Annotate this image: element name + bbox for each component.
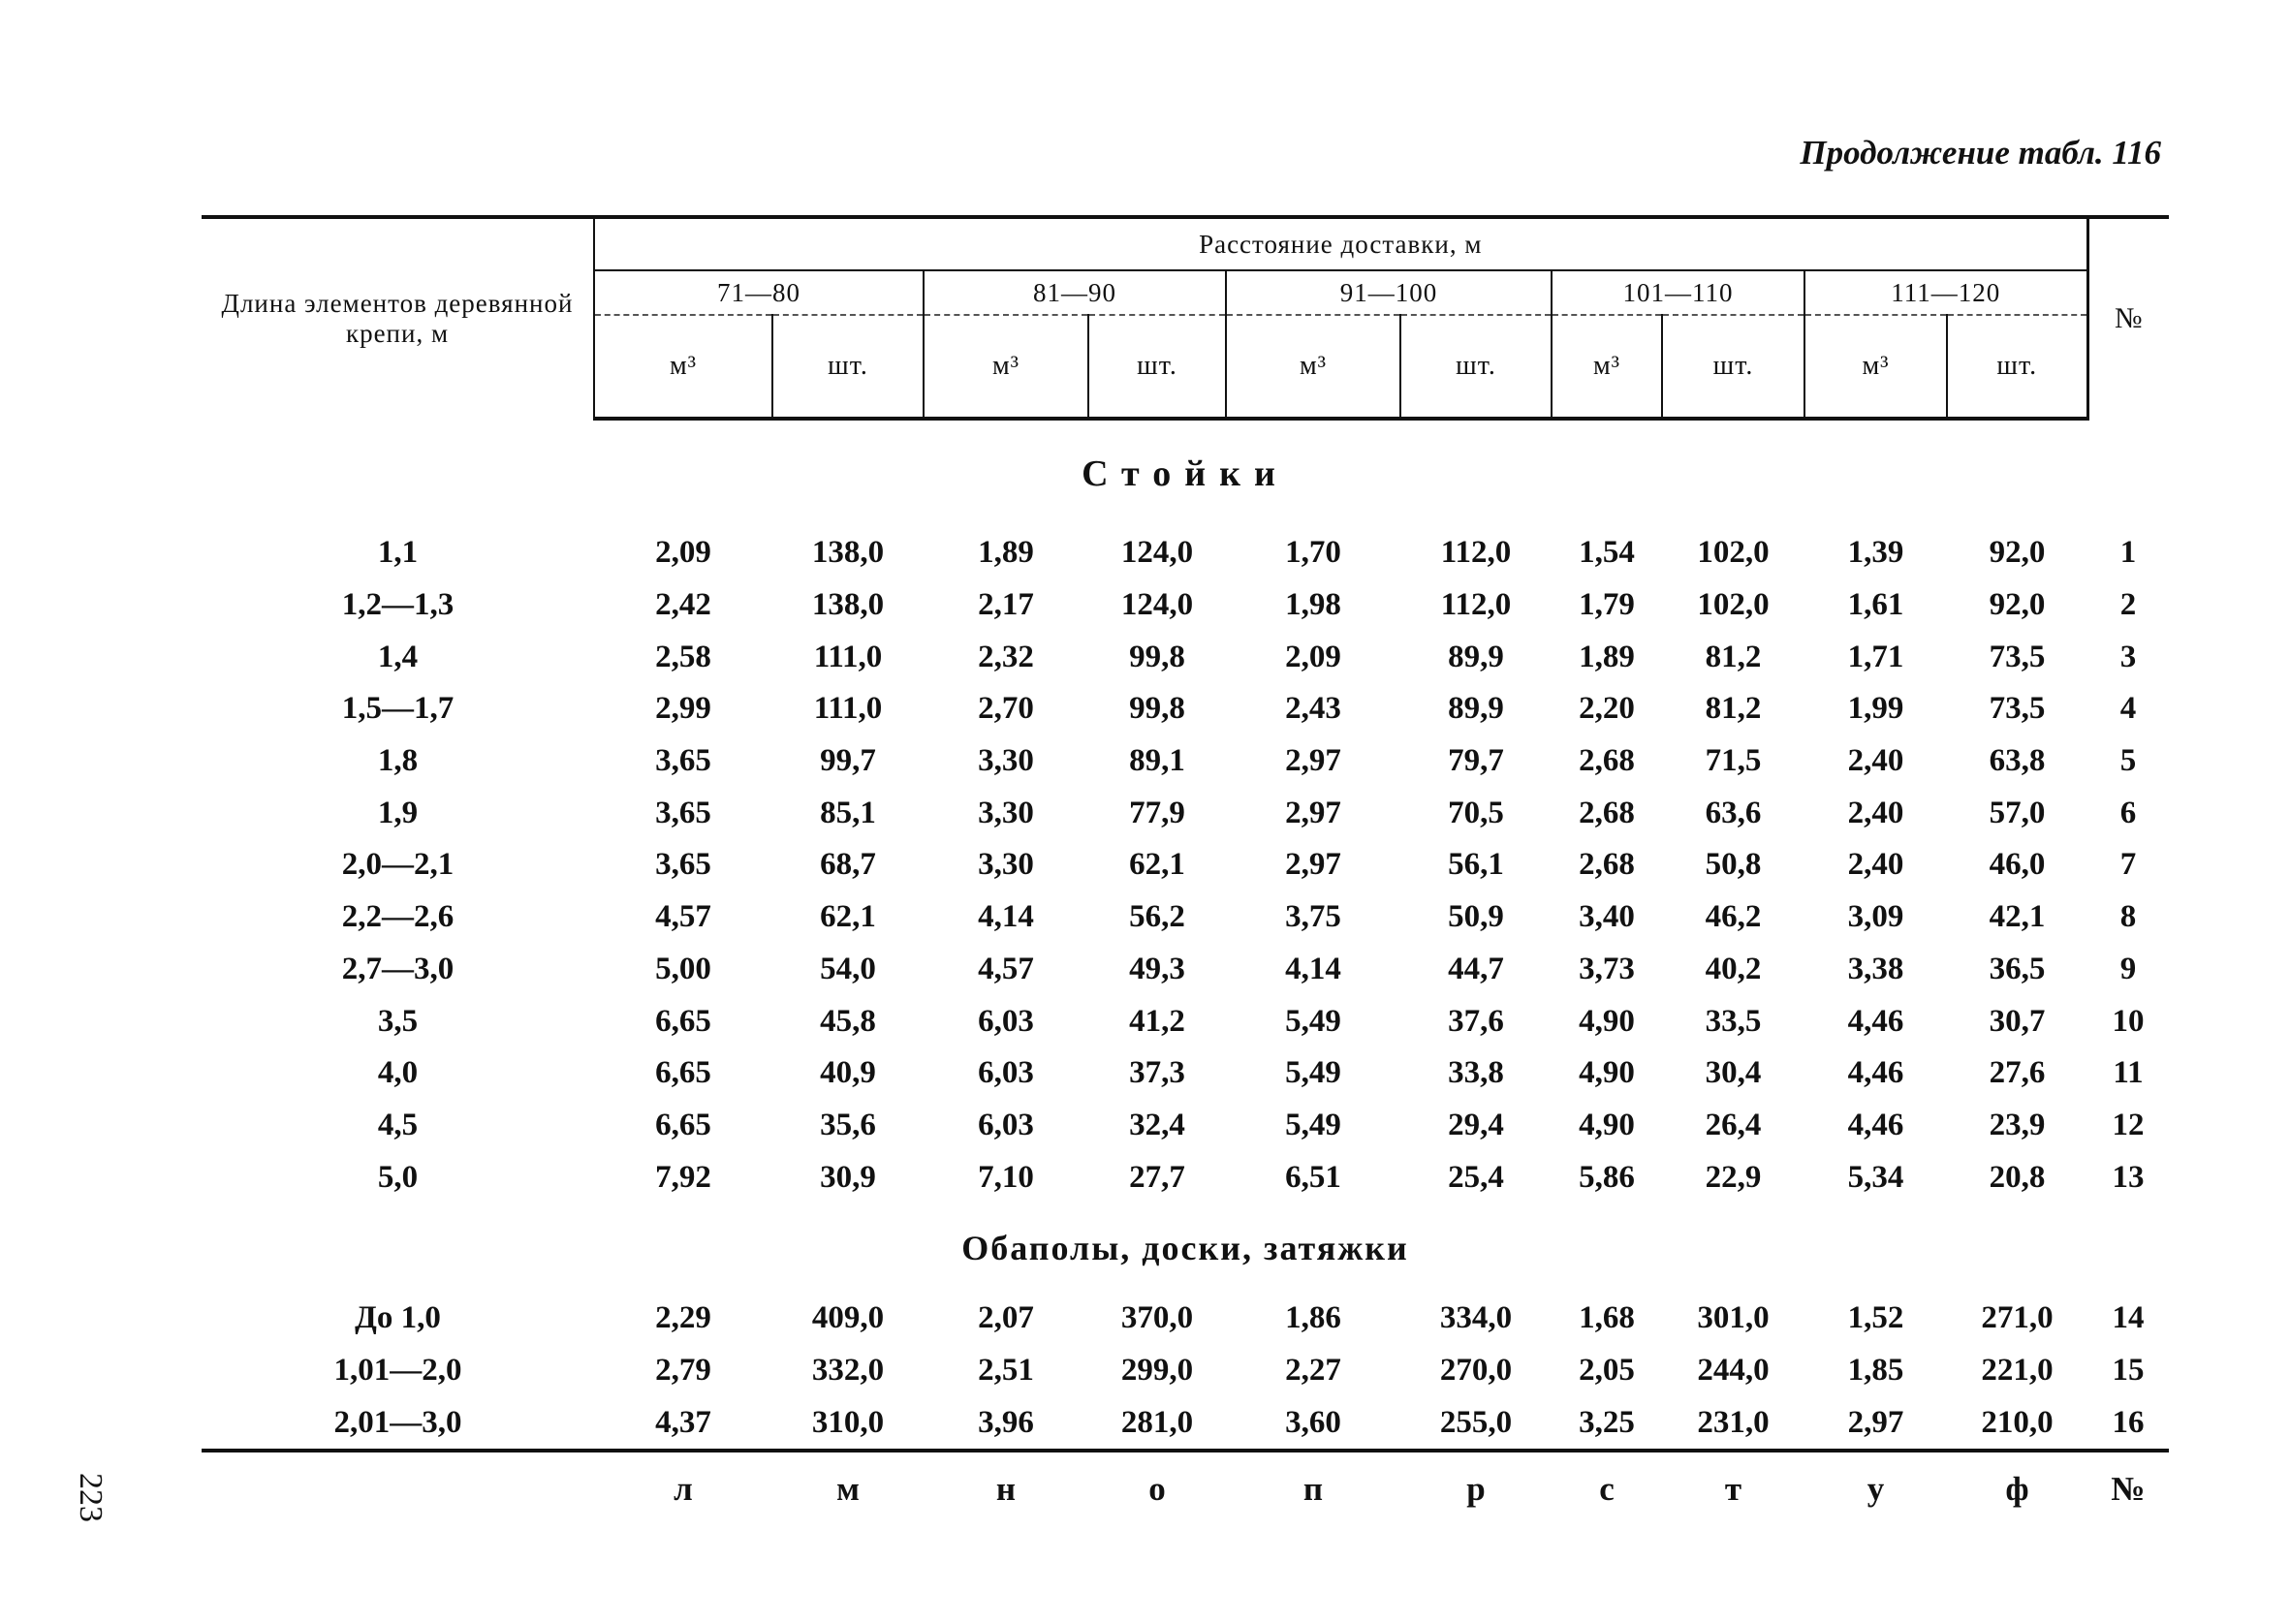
value-pcs-cell: 124,0 [1120, 535, 1194, 571]
column-letter: с [1552, 1451, 1662, 1526]
value-m3-cell: 2,17 [978, 587, 1034, 623]
unit-pcs-header: шт. [772, 315, 924, 419]
value-m3-cell: 4,57 [978, 951, 1034, 986]
length-cell: До 1,0 [355, 1300, 441, 1336]
table-row [202, 683, 2169, 735]
value-m3-cell: 2,68 [1579, 847, 1635, 883]
value-pcs-cell: 112,0 [1440, 535, 1512, 571]
value-m3-cell: 1,86 [1285, 1300, 1341, 1336]
value-m3-cell: 4,90 [1579, 1003, 1635, 1039]
value-pcs-cell: 409,0 [811, 1300, 885, 1336]
value-m3-cell: 3,25 [1579, 1404, 1635, 1440]
value-pcs-cell: 27,6 [1989, 1055, 2046, 1091]
row-number-cell: 16 [2112, 1404, 2145, 1440]
value-m3-cell: 2,97 [1847, 1404, 1904, 1440]
value-m3-cell: 2,27 [1285, 1352, 1341, 1388]
value-m3-cell: 3,65 [655, 743, 711, 779]
value-pcs-cell: 231,0 [1697, 1404, 1770, 1440]
value-m3-cell: 3,65 [655, 795, 711, 830]
value-pcs-cell: 49,3 [1129, 951, 1185, 986]
value-pcs-cell: 124,0 [1120, 587, 1194, 623]
row-number-cell: 9 [2119, 951, 2137, 986]
value-pcs-cell: 81,2 [1705, 639, 1762, 674]
row-number-cell: 11 [2113, 1055, 2144, 1091]
value-m3-cell: 2,40 [1847, 847, 1904, 883]
value-pcs-cell: 33,8 [1448, 1055, 1504, 1091]
value-m3-cell: 4,90 [1579, 1055, 1635, 1091]
value-pcs-cell: 221,0 [1981, 1352, 2054, 1388]
value-m3-cell: 4,46 [1847, 1003, 1904, 1039]
table-row [202, 891, 2169, 944]
value-m3-cell: 6,03 [978, 1003, 1034, 1039]
row-number-cell: 6 [2119, 795, 2137, 830]
value-m3-cell: 6,65 [655, 1107, 711, 1142]
value-pcs-cell: 46,2 [1705, 899, 1762, 935]
value-pcs-cell: 102,0 [1697, 587, 1770, 623]
value-pcs-cell: 92,0 [1989, 587, 2046, 623]
value-pcs-cell: 244,0 [1697, 1352, 1770, 1388]
value-pcs-cell: 112,0 [1440, 587, 1512, 623]
value-pcs-cell: 99,8 [1129, 691, 1185, 727]
value-m3-cell: 3,40 [1579, 899, 1635, 935]
value-m3-cell: 1,89 [1579, 639, 1635, 674]
value-m3-cell: 3,30 [978, 847, 1034, 883]
value-pcs-cell: 70,5 [1448, 795, 1504, 830]
value-pcs-cell: 89,1 [1129, 743, 1185, 779]
value-m3-cell: 1,54 [1579, 535, 1635, 571]
unit-m3-header: м³ [924, 315, 1088, 419]
value-m3-cell: 1,99 [1847, 691, 1904, 727]
value-m3-cell: 4,46 [1847, 1107, 1904, 1142]
value-m3-cell: 2,79 [655, 1352, 711, 1388]
unit-m3-header: м³ [1804, 315, 1947, 419]
length-header: Длина элементов деревянной крепи, м [202, 217, 594, 419]
table-row [202, 944, 2169, 996]
value-pcs-cell: 56,2 [1129, 899, 1185, 935]
value-m3-cell: 2,20 [1579, 691, 1635, 727]
value-m3-cell: 4,46 [1847, 1055, 1904, 1091]
value-m3-cell: 7,10 [978, 1159, 1034, 1195]
unit-pcs-header: шт. [1088, 315, 1226, 419]
unit-pcs-header: шт. [1400, 315, 1552, 419]
value-pcs-cell: 62,1 [1129, 847, 1185, 883]
range-header: 101—110 [1552, 270, 1804, 315]
row-number-cell: 5 [2119, 743, 2137, 779]
row-number-cell: 14 [2112, 1300, 2145, 1336]
unit-m3-header: м³ [1226, 315, 1400, 419]
column-letter: № [2087, 1451, 2169, 1526]
value-m3-cell: 1,71 [1847, 639, 1904, 674]
column-letter: т [1662, 1451, 1804, 1526]
value-pcs-cell: 36,5 [1989, 951, 2046, 986]
row-number-cell: 3 [2119, 639, 2137, 674]
value-pcs-cell: 68,7 [820, 847, 876, 883]
value-pcs-cell: 89,9 [1448, 639, 1504, 674]
range-header: 81—90 [924, 270, 1226, 315]
value-m3-cell: 5,49 [1285, 1107, 1341, 1142]
length-cell: 4,5 [377, 1107, 419, 1142]
value-pcs-cell: 73,5 [1989, 691, 2046, 727]
data-table-container [202, 215, 2169, 1526]
value-m3-cell: 2,99 [655, 691, 711, 727]
value-m3-cell: 3,60 [1285, 1404, 1341, 1440]
value-pcs-cell: 57,0 [1989, 795, 2046, 830]
value-pcs-cell: 44,7 [1448, 951, 1504, 986]
value-pcs-cell: 81,2 [1705, 691, 1762, 727]
row-number-cell: 1 [2119, 535, 2137, 571]
table-row [202, 735, 2169, 788]
value-m3-cell: 4,14 [978, 899, 1034, 935]
section-stoyki [202, 419, 2169, 527]
table-row [202, 527, 2169, 579]
unit-m3-header: м³ [594, 315, 772, 419]
value-m3-cell: 2,42 [655, 587, 711, 623]
column-letter: м [772, 1451, 924, 1526]
value-m3-cell: 5,49 [1285, 1003, 1341, 1039]
length-cell: 1,01—2,0 [333, 1352, 462, 1388]
row-number-cell: 12 [2112, 1107, 2145, 1142]
value-m3-cell: 3,09 [1847, 899, 1904, 935]
value-m3-cell: 6,65 [655, 1055, 711, 1091]
distance-header: Расстояние доставки, м [594, 217, 2087, 270]
value-pcs-cell: 62,1 [820, 899, 876, 935]
length-cell: 4,0 [377, 1055, 419, 1091]
value-pcs-cell: 271,0 [1981, 1300, 2054, 1336]
value-m3-cell: 2,09 [1285, 639, 1341, 674]
value-m3-cell: 5,00 [655, 951, 711, 986]
value-m3-cell: 2,07 [978, 1300, 1034, 1336]
value-m3-cell: 6,03 [978, 1055, 1034, 1091]
column-letter: н [924, 1451, 1088, 1526]
length-cell: 3,5 [377, 1003, 419, 1039]
table-row [202, 1293, 2169, 1345]
value-pcs-cell: 42,1 [1989, 899, 2046, 935]
value-pcs-cell: 50,8 [1705, 847, 1762, 883]
value-pcs-cell: 25,4 [1448, 1159, 1504, 1195]
value-m3-cell: 2,09 [655, 535, 711, 571]
length-cell: 5,0 [377, 1159, 419, 1195]
value-m3-cell: 2,29 [655, 1300, 711, 1336]
value-pcs-cell: 27,7 [1129, 1159, 1185, 1195]
column-letter: р [1400, 1451, 1552, 1526]
unit-pcs-header: шт. [1947, 315, 2087, 419]
value-pcs-cell: 40,9 [820, 1055, 876, 1091]
value-m3-cell: 1,70 [1285, 535, 1341, 571]
unit-pcs-header: шт. [1662, 315, 1804, 419]
table-caption: Продолжение табл. 116 [1800, 134, 2161, 172]
value-pcs-cell: 30,4 [1705, 1055, 1762, 1091]
section-rows [202, 1293, 2169, 1451]
value-pcs-cell: 37,3 [1129, 1055, 1185, 1091]
row-number-cell: 10 [2112, 1003, 2145, 1039]
value-m3-cell: 2,40 [1847, 743, 1904, 779]
column-letter: о [1088, 1451, 1226, 1526]
value-m3-cell: 3,75 [1285, 899, 1341, 935]
value-m3-cell: 1,89 [978, 535, 1034, 571]
value-m3-cell: 3,73 [1579, 951, 1635, 986]
section-title: Стойки [1082, 453, 1289, 494]
value-pcs-cell: 89,9 [1448, 691, 1504, 727]
value-pcs-cell: 30,9 [820, 1159, 876, 1195]
value-pcs-cell: 99,7 [820, 743, 876, 779]
value-pcs-cell: 99,8 [1129, 639, 1185, 674]
value-m3-cell: 1,98 [1285, 587, 1341, 623]
value-pcs-cell: 41,2 [1129, 1003, 1185, 1039]
page-number: 223 [73, 1473, 109, 1522]
value-pcs-cell: 92,0 [1989, 535, 2046, 571]
table-row [202, 1047, 2169, 1100]
section-rows [202, 527, 2169, 1203]
value-pcs-cell: 23,9 [1989, 1107, 2046, 1142]
value-m3-cell: 7,92 [655, 1159, 711, 1195]
value-pcs-cell: 111,0 [813, 639, 883, 674]
row-number-cell: 7 [2119, 847, 2137, 883]
value-m3-cell: 6,03 [978, 1107, 1034, 1142]
section-title: Обаполы, доски, затяжки [961, 1228, 1409, 1267]
length-cell: 2,2—2,6 [341, 899, 455, 935]
table-header [202, 217, 2169, 419]
value-pcs-cell: 102,0 [1697, 535, 1770, 571]
value-pcs-cell: 45,8 [820, 1003, 876, 1039]
value-pcs-cell: 56,1 [1448, 847, 1504, 883]
length-cell: 1,2—1,3 [341, 587, 455, 623]
value-m3-cell: 3,65 [655, 847, 711, 883]
value-m3-cell: 2,97 [1285, 847, 1341, 883]
column-letter: л [594, 1451, 772, 1526]
value-pcs-cell: 73,5 [1989, 639, 2046, 674]
column-letter: ф [1947, 1451, 2087, 1526]
length-cell: 1,8 [377, 743, 419, 779]
value-pcs-cell: 301,0 [1697, 1300, 1770, 1336]
value-m3-cell: 4,57 [655, 899, 711, 935]
table-row [202, 1396, 2169, 1451]
value-pcs-cell: 54,0 [820, 951, 876, 986]
value-m3-cell: 4,90 [1579, 1107, 1635, 1142]
value-pcs-cell: 111,0 [813, 691, 883, 727]
value-pcs-cell: 77,9 [1129, 795, 1185, 830]
value-m3-cell: 2,40 [1847, 795, 1904, 830]
value-pcs-cell: 85,1 [820, 795, 876, 830]
value-pcs-cell: 26,4 [1705, 1107, 1762, 1142]
value-m3-cell: 2,51 [978, 1352, 1034, 1388]
value-m3-cell: 1,85 [1847, 1352, 1904, 1388]
letters-empty-cell [202, 1451, 594, 1526]
value-m3-cell: 2,68 [1579, 743, 1635, 779]
value-m3-cell: 2,97 [1285, 795, 1341, 830]
length-cell: 1,1 [377, 535, 419, 571]
table-row [202, 787, 2169, 839]
value-m3-cell: 2,68 [1579, 795, 1635, 830]
value-m3-cell: 2,43 [1285, 691, 1341, 727]
value-m3-cell: 2,97 [1285, 743, 1341, 779]
value-m3-cell: 4,37 [655, 1404, 711, 1440]
value-pcs-cell: 210,0 [1981, 1404, 2054, 1440]
value-m3-cell: 6,65 [655, 1003, 711, 1039]
table-row [202, 1100, 2169, 1152]
value-m3-cell: 3,38 [1847, 951, 1904, 986]
row-number-cell: 8 [2119, 899, 2137, 935]
value-pcs-cell: 63,6 [1705, 795, 1762, 830]
value-pcs-cell: 29,4 [1448, 1107, 1504, 1142]
value-m3-cell: 3,30 [978, 743, 1034, 779]
data-table [202, 215, 2169, 1526]
number-header: № [2087, 217, 2169, 419]
value-pcs-cell: 332,0 [811, 1352, 885, 1388]
value-pcs-cell: 33,5 [1705, 1003, 1762, 1039]
value-m3-cell: 5,49 [1285, 1055, 1341, 1091]
value-pcs-cell: 20,8 [1989, 1159, 2046, 1195]
length-cell: 1,9 [377, 795, 419, 830]
value-m3-cell: 2,05 [1579, 1352, 1635, 1388]
column-letter: п [1226, 1451, 1400, 1526]
length-cell: 1,5—1,7 [341, 691, 455, 727]
table-row [202, 839, 2169, 891]
value-m3-cell: 1,52 [1847, 1300, 1904, 1336]
row-number-cell: 15 [2112, 1352, 2145, 1388]
value-m3-cell: 1,79 [1579, 587, 1635, 623]
value-pcs-cell: 30,7 [1989, 1003, 2046, 1039]
length-cell: 2,0—2,1 [341, 847, 455, 883]
value-m3-cell: 5,86 [1579, 1159, 1635, 1195]
value-m3-cell: 2,70 [978, 691, 1034, 727]
value-pcs-cell: 281,0 [1120, 1404, 1194, 1440]
length-cell: 1,4 [377, 639, 419, 674]
column-letter: у [1804, 1451, 1947, 1526]
value-pcs-cell: 35,6 [820, 1107, 876, 1142]
table-row [202, 579, 2169, 632]
range-header: 111—120 [1804, 270, 2087, 315]
value-pcs-cell: 138,0 [811, 535, 885, 571]
table-row [202, 1151, 2169, 1203]
value-pcs-cell: 138,0 [811, 587, 885, 623]
value-m3-cell: 3,96 [978, 1404, 1034, 1440]
value-m3-cell: 2,58 [655, 639, 711, 674]
value-pcs-cell: 40,2 [1705, 951, 1762, 986]
table-row [202, 1345, 2169, 1397]
value-m3-cell: 3,30 [978, 795, 1034, 830]
value-m3-cell: 1,61 [1847, 587, 1904, 623]
value-pcs-cell: 255,0 [1439, 1404, 1513, 1440]
length-cell: 2,01—3,0 [333, 1404, 462, 1440]
value-pcs-cell: 334,0 [1439, 1300, 1513, 1336]
value-pcs-cell: 310,0 [811, 1404, 885, 1440]
row-number-cell: 4 [2119, 691, 2137, 727]
value-m3-cell: 1,39 [1847, 535, 1904, 571]
value-pcs-cell: 299,0 [1120, 1352, 1194, 1388]
value-m3-cell: 5,34 [1847, 1159, 1904, 1195]
value-pcs-cell: 71,5 [1705, 743, 1762, 779]
value-pcs-cell: 32,4 [1129, 1107, 1185, 1142]
value-pcs-cell: 37,6 [1448, 1003, 1504, 1039]
value-pcs-cell: 63,8 [1989, 743, 2046, 779]
range-header: 91—100 [1226, 270, 1552, 315]
value-pcs-cell: 370,0 [1120, 1300, 1194, 1336]
value-m3-cell: 6,51 [1285, 1159, 1341, 1195]
range-header: 71—80 [594, 270, 924, 315]
unit-m3-header: м³ [1552, 315, 1662, 419]
section-boards [202, 1203, 2169, 1293]
value-pcs-cell: 79,7 [1448, 743, 1504, 779]
value-pcs-cell: 50,9 [1448, 899, 1504, 935]
column-letters [202, 1451, 2169, 1526]
length-cell: 2,7—3,0 [341, 951, 455, 986]
value-m3-cell: 2,32 [978, 639, 1034, 674]
value-m3-cell: 4,14 [1285, 951, 1341, 986]
value-pcs-cell: 46,0 [1989, 847, 2046, 883]
table-row [202, 995, 2169, 1047]
value-pcs-cell: 22,9 [1705, 1159, 1762, 1195]
table-row [202, 631, 2169, 683]
value-pcs-cell: 270,0 [1439, 1352, 1513, 1388]
row-number-cell: 2 [2119, 587, 2137, 623]
value-m3-cell: 1,68 [1579, 1300, 1635, 1336]
row-number-cell: 13 [2112, 1159, 2145, 1195]
